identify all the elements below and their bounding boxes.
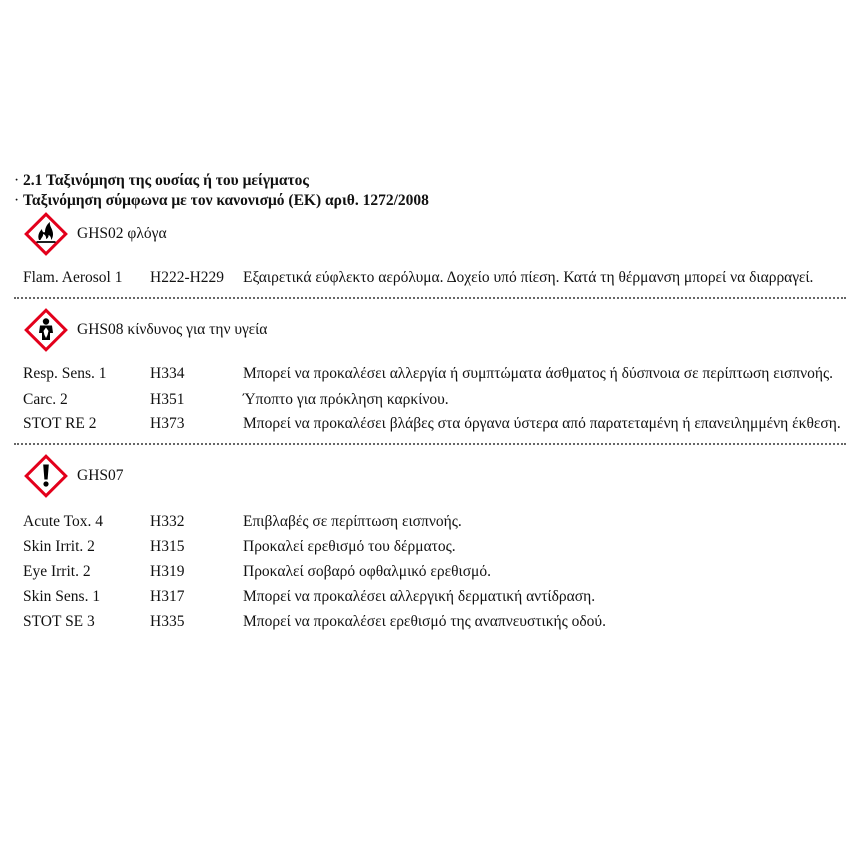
pictogram-row-ghs08 [23,307,846,353]
ghs07-exclamation-icon [23,453,69,499]
bullet: · [14,192,20,209]
hazard-row [23,536,846,558]
ghs08-health-hazard-icon [23,307,69,353]
dotted-separator [14,297,846,299]
hazard-statement: Μπορεί να προκαλέσει ερεθισμό της αναπνευστικής οδού. [243,613,606,630]
hazard-row [23,413,846,435]
pictogram-label: GHS07 [77,467,124,484]
hazard-class: Eye Irrit. 2 [23,563,91,580]
hazard-code: H317 [150,588,185,605]
hazard-class: STOT SE 3 [23,613,95,630]
ghs02-flame-icon [23,211,69,257]
hazard-code: H332 [150,513,185,530]
hazard-statement: Προκαλεί σοβαρό οφθαλμικό ερεθισμό. [243,563,491,580]
hazard-statement: Επιβλαβές σε περίπτωση εισπνοής. [243,513,462,530]
classification-section [14,171,846,633]
hazard-class: STOT RE 2 [23,415,97,432]
hazard-class: Flam. Aerosol 1 [23,269,123,286]
hazard-statement: Προκαλεί ερεθισμό του δέρματος. [243,538,456,555]
hazard-row [23,267,846,289]
hazard-statement: Εξαιρετικά εύφλεκτο αερόλυμα. Δοχείο υπό πίεση. Κατά τη θέρμανση μπορεί να διαρραγεί. [243,269,814,286]
hazard-code: H373 [150,415,185,432]
hazard-statement: Μπορεί να προκαλέσει αλλεργική δερματική αντίδραση. [243,588,596,605]
hazard-code: H351 [150,391,185,408]
pictogram-label: GHS08 κίνδυνος για την υγεία [77,321,268,338]
pictogram-label: GHS02 φλόγα [77,225,167,242]
bullet: · [14,172,20,189]
hazard-class: Skin Sens. 1 [23,588,101,605]
regulation-title: Ταξινόμηση σύμφωνα με τον κανονισμό (ΕΚ) αριθ. 1272/2008 [23,192,429,209]
hazard-code: H222-H229 [150,269,225,286]
hazard-row [23,389,846,411]
section-heading [14,171,846,191]
hazard-row [23,363,846,385]
hazard-row [23,611,846,633]
hazard-class: Resp. Sens. 1 [23,365,107,382]
hazard-statement: Μπορεί να προκαλέσει βλάβες στα όργανα ύστερα από παρατεταμένη ή επανειλημμένη έκθεση. [243,415,841,432]
hazard-row [23,586,846,608]
hazard-statement: Μπορεί να προκαλέσει αλλεργία ή συμπτώματα άσθματος ή δύσπνοια σε περίπτωση εισπνοής. [243,365,834,382]
hazard-row [23,561,846,583]
hazard-code: H334 [150,365,185,382]
hazard-statement: Ύποπτο για πρόκληση καρκίνου. [243,391,449,408]
dotted-separator [14,443,846,445]
hazard-code: H335 [150,613,185,630]
section-title: 2.1 Ταξινόμηση της ουσίας ή του μείγματος [23,172,309,189]
pictogram-row-ghs02 [23,211,846,257]
pictogram-row-ghs07 [23,453,846,499]
hazard-code: H319 [150,563,185,580]
regulation-heading [14,191,846,211]
hazard-class: Acute Tox. 4 [23,513,103,530]
hazard-class: Carc. 2 [23,391,68,408]
hazard-class: Skin Irrit. 2 [23,538,95,555]
hazard-code: H315 [150,538,185,555]
hazard-row [23,511,846,533]
